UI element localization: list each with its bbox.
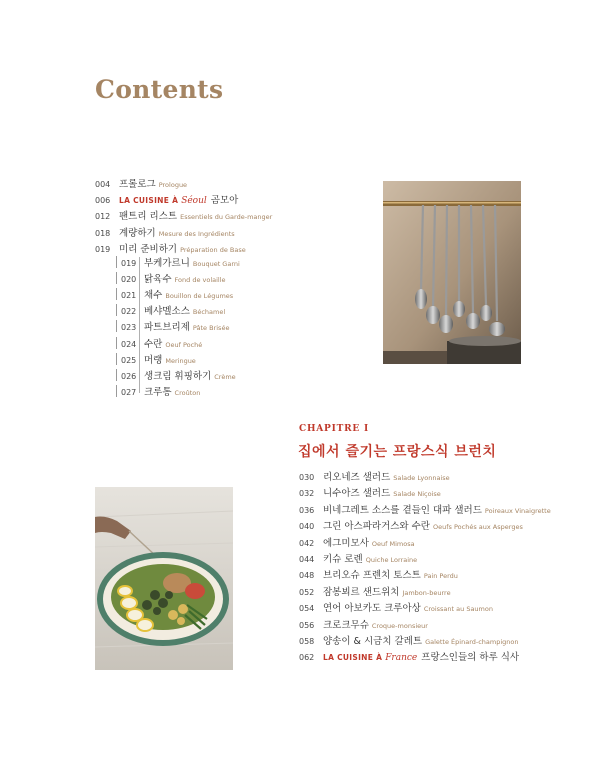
toc-korean-title: 에그미모사 (323, 537, 369, 549)
toc-korean-title: 크로크무슈 (323, 619, 369, 631)
toc-entry (299, 635, 519, 649)
toc-korean-title: 생크림 휘핑하기 (144, 370, 212, 382)
toc-korean-title: 크루통 (144, 386, 172, 398)
toc-korean-title: 부케가르니 (144, 258, 190, 269)
toc-page-number: 042 (299, 538, 315, 548)
toc-entry (95, 194, 238, 208)
toc-french-title: Quiche Lorraine (365, 556, 418, 564)
toc-french-title: Poireaux Vinaigrette (484, 506, 551, 515)
toc-french-title: Croissant au Saumon (423, 605, 493, 614)
toc-divider (116, 320, 117, 332)
toc-french-title: Croûton (174, 388, 201, 397)
toc-french-title: Salade Niçoise (393, 490, 441, 499)
toc-french-title: Oeuf Mimosa (371, 539, 415, 548)
toc-entry (116, 256, 240, 271)
toc-french-title: Crème (214, 372, 236, 381)
toc-page-number: 012 (95, 212, 111, 222)
toc-french-title: Meringue (165, 356, 196, 365)
toc-page-number: 025 (121, 355, 137, 365)
toc-french-title: Pâte Brisée (192, 324, 230, 333)
toc-entry (116, 385, 200, 400)
nicoise-salad-photo (95, 487, 233, 670)
toc-french-title: Oeufs Pochés aux Asperges (433, 523, 523, 532)
toc-korean-title: 머랭 (144, 354, 163, 366)
toc-page-number: 044 (299, 555, 315, 564)
toc-page-number: 023 (121, 323, 137, 333)
toc-french-title: Pain Perdu (423, 572, 458, 581)
toc-page-number: 024 (121, 339, 137, 349)
toc-page-number: 026 (121, 371, 137, 381)
toc-page-number: 030 (299, 473, 315, 482)
toc-entry (299, 504, 551, 518)
toc-series-city: Séoul (181, 196, 207, 207)
toc-korean-title: 프롤로그 (119, 179, 156, 190)
toc-page-number: 054 (299, 604, 315, 614)
toc-page-number: 022 (121, 307, 137, 317)
toc-french-title: Jambon-beurre (402, 588, 451, 597)
toc-entry (299, 487, 441, 501)
toc-korean-title: 잠봉뵈르 샌드위치 (323, 586, 400, 598)
toc-divider (116, 385, 117, 397)
toc-divider (116, 369, 117, 381)
toc-page-number: 056 (299, 620, 315, 630)
toc-entry (299, 537, 415, 551)
toc-entry (116, 272, 226, 287)
toc-entry (299, 602, 493, 616)
toc-korean-title: 파트브리제 (144, 322, 190, 334)
toc-korean-title: 프랑스인들의 하루 식사 (421, 652, 520, 664)
chapter-title: 집에서 즐기는 프랑스식 브런치 (298, 444, 497, 460)
toc-entry (116, 337, 202, 352)
toc-french-title: Oeuf Poché (165, 340, 203, 349)
toc-french-title: Bouquet Garni (192, 260, 240, 268)
toc-entry (299, 651, 519, 665)
toc-divider (116, 288, 117, 300)
toc-divider (116, 272, 117, 284)
toc-page-number: 006 (95, 196, 111, 206)
toc-page-number: 048 (299, 571, 315, 581)
toc-french-title: Prologue (158, 181, 188, 189)
toc-korean-title: 그린 아스파라거스와 수란 (323, 521, 430, 533)
toc-page-number: 019 (95, 244, 111, 254)
toc-french-title: Mesure des Ingrédients (158, 229, 235, 238)
toc-entry (299, 553, 417, 567)
toc-page-number: 052 (299, 587, 315, 597)
toc-series-label: LA CUISINE À (119, 196, 179, 206)
toc-series-city: France (385, 653, 418, 664)
toc-page-number: 004 (95, 180, 111, 189)
toc-entry (116, 369, 236, 384)
toc-page-number: 062 (299, 653, 315, 663)
toc-korean-title: 비네그레트 소스를 곁들인 대파 샐러드 (323, 504, 482, 516)
sub-list-divider (139, 257, 140, 393)
toc-page-number: 020 (121, 275, 137, 285)
toc-divider (116, 304, 117, 316)
toc-korean-title: 팬트리 리스트 (119, 211, 178, 223)
toc-korean-title: 니수아즈 샐러드 (323, 488, 391, 500)
toc-korean-title: 베샤멜소스 (144, 306, 190, 318)
toc-french-title: Préparation de Base (180, 245, 246, 254)
toc-page-number: 032 (299, 489, 315, 499)
toc-entry (299, 619, 428, 633)
toc-korean-title: 계량하기 (119, 227, 156, 239)
toc-entry (95, 243, 246, 257)
toc-page-number: 021 (121, 291, 137, 301)
toc-korean-title: 연어 아보카도 크루아상 (323, 603, 421, 615)
toc-entry (95, 227, 235, 241)
toc-korean-title: 닭육수 (144, 274, 172, 286)
toc-entry (299, 471, 450, 485)
toc-entry (116, 304, 225, 319)
toc-french-title: Croque-monsieur (371, 621, 428, 630)
toc-french-title: Fond de volaille (174, 276, 226, 285)
toc-entry (95, 210, 272, 224)
toc-korean-title: 키슈 로렌 (323, 554, 363, 565)
toc-entry (299, 520, 523, 534)
toc-entry (116, 288, 233, 303)
toc-korean-title: 리오네즈 샐러드 (323, 472, 391, 483)
toc-korean-title: 수란 (144, 338, 163, 350)
toc-french-title: Essentiels du Garde-manger (180, 213, 273, 222)
toc-page-number: 027 (121, 387, 137, 397)
hanging-ladles-photo (383, 181, 521, 364)
toc-french-title: Galette Épinard-champignon (425, 638, 519, 646)
toc-entry (116, 320, 229, 335)
toc-divider (116, 353, 117, 365)
toc-korean-title: 미리 준비하기 (119, 243, 178, 255)
toc-french-title: Béchamel (192, 308, 226, 317)
toc-french-title: Bouillon de Légumes (165, 292, 234, 301)
toc-page-number: 018 (95, 228, 111, 238)
toc-divider (116, 256, 117, 268)
toc-entry (299, 569, 458, 583)
toc-page-number: 036 (299, 505, 315, 515)
toc-series-label: LA CUISINE À (323, 653, 383, 663)
chapter-label: CHAPITRE Ⅰ (299, 424, 370, 434)
toc-french-title: Salade Lyonnaise (393, 474, 450, 482)
toc-entry (95, 178, 187, 192)
toc-divider (116, 337, 117, 349)
toc-page-number: 019 (121, 259, 137, 268)
toc-entry (116, 353, 196, 368)
toc-korean-title: 양송이 & 시금치 갈레트 (323, 636, 423, 647)
toc-page-number: 058 (299, 637, 315, 646)
toc-korean-title: 브리오슈 프렌치 토스트 (323, 570, 421, 582)
toc-page-number: 040 (299, 522, 315, 532)
toc-korean-title: 곰모아 (210, 195, 239, 207)
toc-entry (299, 586, 451, 600)
toc-korean-title: 채수 (144, 290, 163, 302)
page-title: Contents (95, 75, 224, 104)
